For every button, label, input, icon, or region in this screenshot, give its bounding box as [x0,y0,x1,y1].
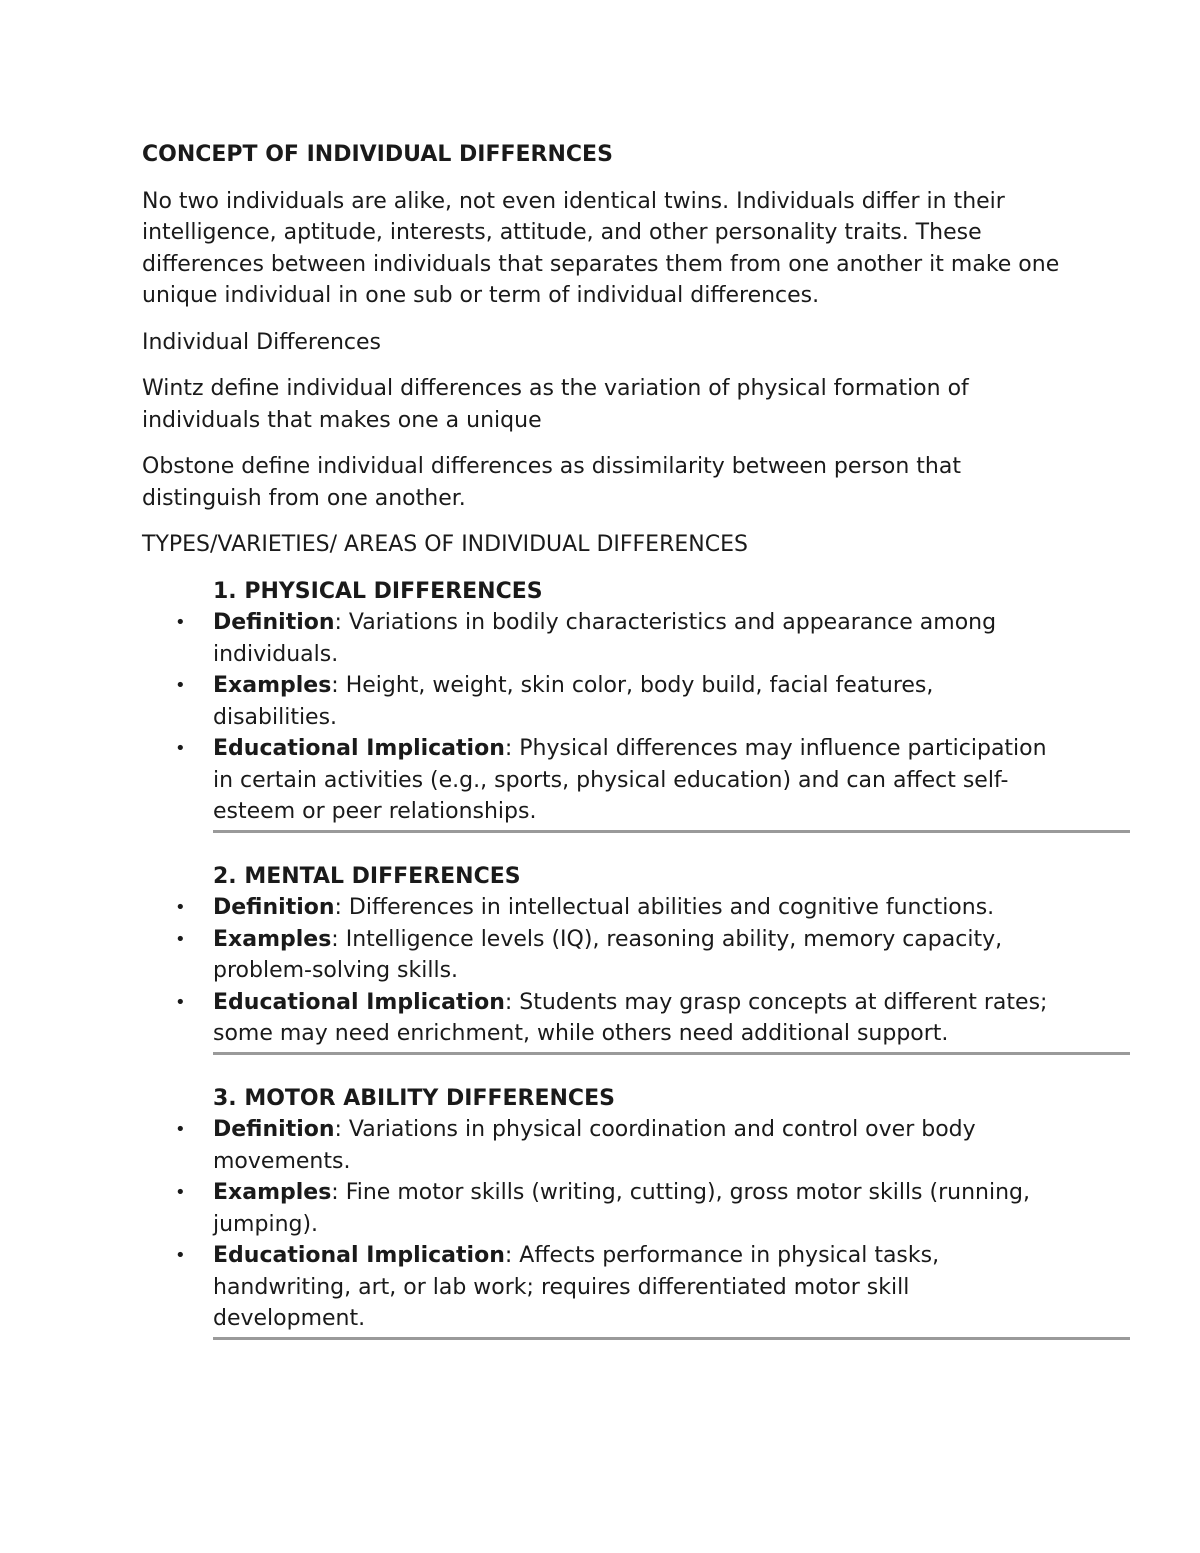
horizontal-rule [213,1337,1130,1340]
item-text: : Affects performance in physical tasks, handwriting, art, or lab work; requires differentiated motor skill development. [213,1243,940,1331]
section-mental-differences [175,861,1130,1055]
document-page [142,139,1132,1368]
item-text: : Intelligence levels (IQ), reasoning ability, memory capacity, problem-solving skills. [213,926,1003,983]
section-motor-ability-differences [175,1083,1130,1340]
item-label: Examples [213,673,332,698]
bullet-list [175,892,1130,1050]
bullet-icon: • [175,738,186,759]
item-label: Definition [213,1117,335,1142]
horizontal-rule [213,830,1130,833]
item-text: : Students may grasp concepts at different rates; some may need enrichment, while others need additional support. [213,989,1048,1046]
item-text: : Fine motor skills (writing, cutting), gross motor skills (running, jumping). [213,1180,1030,1237]
list-item [175,987,1063,1050]
section-heading: 2. MENTAL DIFFERENCES [213,863,521,889]
list-item [175,607,1063,670]
bullet-icon: • [175,1119,186,1140]
item-label: Educational Implication [213,1243,505,1268]
subheading-individual-differences: Individual Differences [142,329,382,355]
item-text: : Differences in intellectual abilities and cognitive functions. [334,895,995,920]
item-label: Educational Implication [213,989,505,1015]
list-item [175,1240,1063,1335]
section-heading: 3. MOTOR ABILITY DIFFERENCES [213,1085,615,1111]
item-text: : Height, weight, skin color, body build, facial features, disabilities. [213,673,934,730]
section-heading: 1. PHYSICAL DIFFERENCES [213,578,543,604]
bullet-icon: • [175,1182,186,1203]
list-item [175,733,1063,828]
bullet-icon: • [175,612,186,633]
item-label: Definition [213,895,335,920]
list-item [175,924,1063,987]
bullet-icon: • [175,991,186,1013]
item-label: Definition [213,610,335,635]
bullet-list [175,607,1130,828]
document-title: CONCEPT OF INDIVIDUAL DIFFERNCES [142,142,613,167]
section-physical-differences [175,576,1130,833]
obstone-definition: Obstone define individual differences as dissimilarity between person that distinguish from one another. [142,454,961,511]
bullet-icon: • [175,675,186,696]
wintz-definition: Wintz define individual differences as the variation of physical formation of individuals that makes one a unique [142,376,969,433]
bullet-icon: • [175,1245,186,1266]
types-heading: TYPES/VARIETIES/ AREAS OF INDIVIDUAL DIFFERENCES [142,532,748,557]
list-item [175,1177,1063,1240]
item-text: : Physical differences may influence participation in certain activities (e.g., sports, physical education) and can affect self-esteem or peer relationships. [213,736,1047,824]
bullet-icon: • [175,928,186,950]
list-item [175,670,1063,733]
item-label: Examples [213,926,332,952]
horizontal-rule [213,1052,1130,1055]
list-item [175,1114,1063,1177]
item-label: Educational Implication [213,736,505,761]
list-item [175,892,1063,924]
item-label: Examples [213,1180,332,1205]
bullet-list [175,1114,1130,1335]
item-text: : Variations in bodily characteristics and appearance among individuals. [213,610,997,667]
item-text: : Variations in physical coordination and control over body movements. [213,1117,976,1174]
intro-paragraph: No two individuals are alike, not even identical twins. Individuals differ in their intelligence, aptitude, interests, attitude, and other personality traits. These differences between individuals that separates them from one another it make one unique individual in one sub or term of individual differences. [142,188,1060,308]
bullet-icon: • [175,897,186,918]
